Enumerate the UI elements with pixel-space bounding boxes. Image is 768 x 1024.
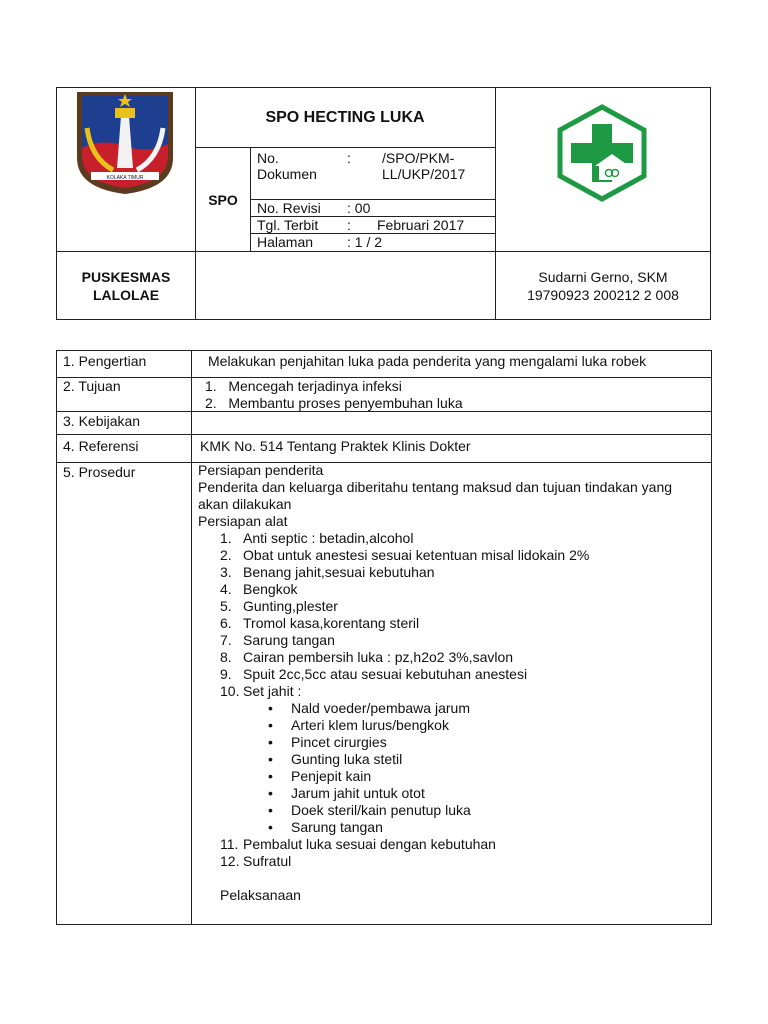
list-item: • Nald voeder/pembawa jarum	[198, 700, 698, 717]
list-item: 1. Anti septic : betadin,alcohol	[220, 530, 414, 546]
persiapan-penderita-heading: Persiapan penderita	[198, 462, 324, 478]
pengertian-value: Melakukan penjahitan luka pada penderita yang mengalami luka robek	[208, 353, 647, 369]
revisi-key: No. Revisi	[257, 200, 321, 216]
list-item: • Sarung tangan	[198, 819, 698, 836]
list-item: 3. Benang jahit,sesuai kebutuhan	[220, 564, 435, 580]
list-item: • Penjepit kain	[198, 768, 698, 785]
pelaksanaan-heading: Pelaksanaan	[220, 887, 301, 903]
revisi-value: : 00	[347, 200, 371, 216]
halaman-value: : 1 / 2	[347, 234, 383, 250]
list-item: 4. Bengkok	[220, 581, 298, 597]
list-item: 12. Sufratul	[220, 853, 292, 869]
spo-label: SPO	[208, 191, 238, 208]
divider	[56, 434, 712, 435]
terbit-value: Februari 2017	[377, 217, 465, 233]
prosedur-content	[198, 462, 698, 904]
list-item: 2. Membantu proses penyembuhan luka	[205, 395, 463, 411]
list-item: 7. Sarung tangan	[220, 632, 335, 648]
list-item: • Jarum jahit untuk otot	[198, 785, 698, 802]
list-item: 1. Mencegah terjadinya infeksi	[205, 378, 402, 394]
row-label-kebijakan: 3. Kebijakan	[63, 413, 141, 429]
puskesmas-line2: LALOLAE	[92, 286, 160, 303]
halaman-key: Halaman	[257, 234, 314, 250]
list-item: • Gunting luka stetil	[198, 751, 698, 768]
tujuan-list	[205, 378, 463, 412]
list-item: • Arteri klem lurus/bengkok	[198, 717, 698, 734]
terbit-sep: :	[347, 217, 351, 233]
signer-block	[496, 252, 710, 319]
list-item: 9. Spuit 2cc,5cc atau sesuai kebutuhan anestesi	[220, 666, 528, 682]
emblem-caption: KOLAKA TIMUR	[106, 175, 144, 181]
alat-list-continued	[198, 836, 698, 870]
regency-emblem-icon	[73, 88, 177, 196]
persiapan-alat-heading: Persiapan alat	[198, 513, 288, 529]
list-item: 11. Pembalut luka sesuai dengan kebutuhan	[220, 836, 496, 852]
list-item: 10. Set jahit :	[220, 683, 302, 699]
page-title: SPO HECTING LUKA	[265, 109, 425, 126]
list-item: 8. Cairan pembersih luka : pz,h2o2 3%,savlon	[220, 649, 514, 665]
puskesmas-name	[57, 252, 195, 319]
row-label-referensi: 4. Referensi	[63, 438, 139, 454]
list-item: • Doek steril/kain penutup luka	[198, 802, 698, 819]
list-item: 5. Gunting,plester	[220, 598, 338, 614]
list-item: 2. Obat untuk anestesi sesuai ketentuan misal lidokain 2%	[220, 547, 590, 563]
referensi-value: KMK No. 514 Tentang Praktek Klinis Dokter	[200, 438, 471, 454]
divider	[191, 350, 192, 925]
dokumen-value: /SPO/PKM- LL/UKP/2017	[382, 150, 466, 182]
dokumen-sep: :	[347, 150, 351, 166]
terbit-key: Tgl. Terbit	[257, 217, 319, 233]
dokumen-key: No. Dokumen	[257, 150, 317, 182]
list-item: 6. Tromol kasa,korentang steril	[220, 615, 420, 631]
penderita-text: Penderita dan keluarga diberitahu tentang maksud dan tujuan tindakan yang akan dilakukan	[198, 479, 673, 512]
puskesmas-line1: PUSKESMAS	[81, 268, 171, 285]
signer-name: Sudarni Gerno, SKM	[538, 268, 668, 285]
signer-nip: 19790923 200212 2 008	[527, 286, 679, 303]
row-label-prosedur: 5. Prosedur	[63, 464, 136, 480]
set-jahit-list	[198, 700, 698, 836]
row-label-tujuan: 2. Tujuan	[63, 378, 121, 394]
alat-list	[198, 530, 698, 700]
puskesmas-cross-logo-icon	[555, 104, 649, 202]
list-item: • Pincet cirurgies	[198, 734, 698, 751]
row-label-pengertian: 1. Pengertian	[63, 353, 147, 369]
